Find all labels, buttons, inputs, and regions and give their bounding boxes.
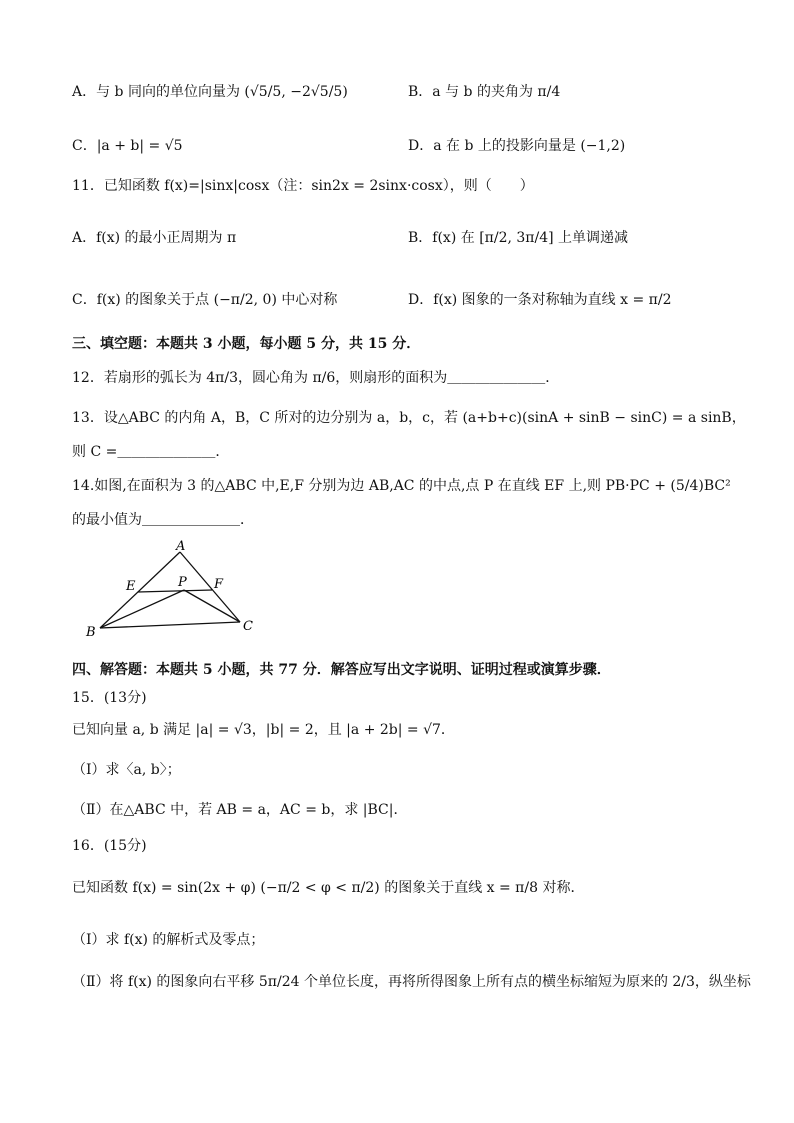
question-14-line2: 的最小值为＿＿＿＿＿＿＿． — [72, 512, 254, 528]
q11-option-c: C．f(x) 的图象关于点 (−π/2, 0) 中心对称 — [72, 292, 338, 308]
label-f: F — [214, 577, 224, 592]
segment-pc — [184, 590, 240, 622]
question-14-line1: 14.如图,在面积为 3 的△ABC 中,E,F 分别为边 AB,AC 的中点,点 P 在直线 EF 上,则 PB·PC + (5/4)BC² — [72, 478, 731, 494]
label-p: P — [178, 575, 187, 590]
label-c: C — [243, 619, 253, 634]
q10-option-d: D．a 在 b 上的投影向量是 (−1,2) — [408, 138, 626, 154]
q16-part-2: （Ⅱ）将 f(x) 的图象向右平移 5π/24 个单位长度，再将所得图象上所有点的横坐标缩短为原来的 2/3，纵坐标 — [72, 974, 751, 990]
q10-option-b: B．a 与 b 的夹角为 π/4 — [408, 84, 561, 100]
q16-stem: 已知函数 f(x) = sin(2x + φ) (−π/2 < φ < π/2) 的图象关于直线 x = π/8 对称． — [72, 880, 585, 896]
q11-option-d: D．f(x) 图象的一条对称轴为直线 x = π/2 — [408, 292, 672, 308]
question-12: 12．若扇形的弧长为 4π/3，圆心角为 π/6，则扇形的面积为＿＿＿＿＿＿＿． — [72, 370, 560, 386]
segment-ef — [138, 590, 212, 592]
label-b: B — [86, 625, 96, 640]
question-13-line2: 则 C =＿＿＿＿＿＿＿． — [72, 444, 230, 460]
question-13-line1: 13．设△ABC 的内角 A，B，C 所对的边分别为 a，b，c，若 (a+b+c)(sinA + sinB − sinC) = a sinB， — [72, 410, 746, 426]
q16-number: 16．(15分) — [72, 838, 147, 854]
q15-part-1: （Ⅰ）求〈a, b〉； — [72, 762, 181, 778]
section-3-heading: 三、填空题：本题共 3 小题，每小题 5 分，共 15 分． — [72, 336, 421, 352]
triangle-figure — [80, 540, 260, 640]
section-4-heading: 四、解答题：本题共 5 小题，共 77 分．解答应写出文字说明、证明过程或演算步骤． — [72, 662, 611, 678]
q10-option-c: C．|a + b| = √5 — [72, 138, 183, 154]
q15-stem: 已知向量 a, b 满足 |a| = √3，|b| = 2，且 |a + 2b| = √7． — [72, 722, 455, 738]
q15-part-2: （Ⅱ）在△ABC 中，若 AB = a，AC = b，求 |BC|． — [72, 802, 408, 818]
q15-number: 15．(13分) — [72, 690, 147, 706]
label-a: A — [176, 540, 186, 554]
side-bc — [100, 622, 240, 628]
q11-option-a: A．f(x) 的最小正周期为 π — [72, 230, 237, 246]
side-ab — [100, 552, 180, 628]
side-ac — [180, 552, 240, 622]
q11-stem: 11．已知函数 f(x)=|sinx|cosx（注：sin2x = 2sinx·cosx），则（ ） — [72, 178, 534, 194]
segment-pb — [100, 590, 184, 628]
q16-part-1: （Ⅰ）求 f(x) 的解析式及零点； — [72, 932, 265, 948]
label-e: E — [126, 579, 136, 594]
q10-option-a: A．与 b 同向的单位向量为 (√5/5, −2√5/5) — [72, 84, 348, 100]
q11-option-b: B．f(x) 在 [π/2, 3π/4] 上单调递减 — [408, 230, 629, 246]
